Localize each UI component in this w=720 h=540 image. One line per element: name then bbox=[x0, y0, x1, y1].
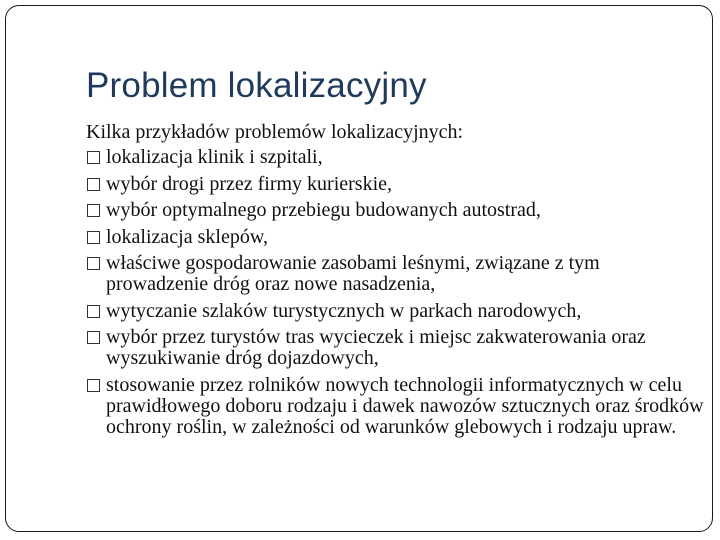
empty-box-icon bbox=[87, 331, 100, 344]
slide-frame bbox=[5, 5, 713, 532]
empty-box-icon bbox=[87, 257, 100, 270]
list-item bbox=[86, 253, 706, 295]
empty-box-icon bbox=[87, 231, 100, 244]
empty-box-icon bbox=[87, 379, 100, 392]
bullet-text: lokalizacja sklepów, bbox=[106, 225, 268, 248]
bullet-text: właściwe gospodarowanie zasobami leśnymi, związane z tym prowadzenie dróg oraz nowe nasadzenia, bbox=[106, 252, 600, 295]
empty-box-icon bbox=[87, 178, 100, 191]
slide-title: Problem lokalizacyjny bbox=[86, 66, 427, 105]
empty-box-icon bbox=[87, 305, 100, 318]
slide-content bbox=[86, 122, 706, 443]
bullet-text: wybór drogi przez firmy kurierskie, bbox=[106, 172, 393, 195]
empty-box-icon bbox=[87, 204, 100, 217]
list-item bbox=[86, 301, 706, 322]
empty-box-icon bbox=[87, 151, 100, 164]
bullet-text: stosowanie przez rolników nowych technologii informatycznych w celu prawidłowego doboru rodzaju i dawek nawozów sztucznych oraz środków ochrony roślin, w zależności od warunków glebowych i rodzaju upraw. bbox=[106, 373, 704, 438]
bullet-text: wytyczanie szlaków turystycznych w parkach narodowych, bbox=[106, 299, 582, 322]
list-item bbox=[86, 227, 706, 248]
list-item bbox=[86, 375, 706, 438]
list-item bbox=[86, 147, 706, 168]
bullet-text: lokalizacja klinik i szpitali, bbox=[106, 146, 323, 168]
bullet-list bbox=[86, 147, 706, 438]
bullet-text: wybór przez turystów tras wycieczek i miejsc zakwaterowania oraz wyszukiwanie dróg dojazdowych, bbox=[106, 326, 646, 369]
list-item bbox=[86, 200, 706, 221]
list-item bbox=[86, 174, 706, 195]
bullet-text: wybór optymalnego przebiegu budowanych autostrad, bbox=[106, 199, 541, 221]
intro-text: Kilka przykładów problemów lokalizacyjnych: bbox=[86, 121, 464, 143]
list-item bbox=[86, 327, 706, 369]
